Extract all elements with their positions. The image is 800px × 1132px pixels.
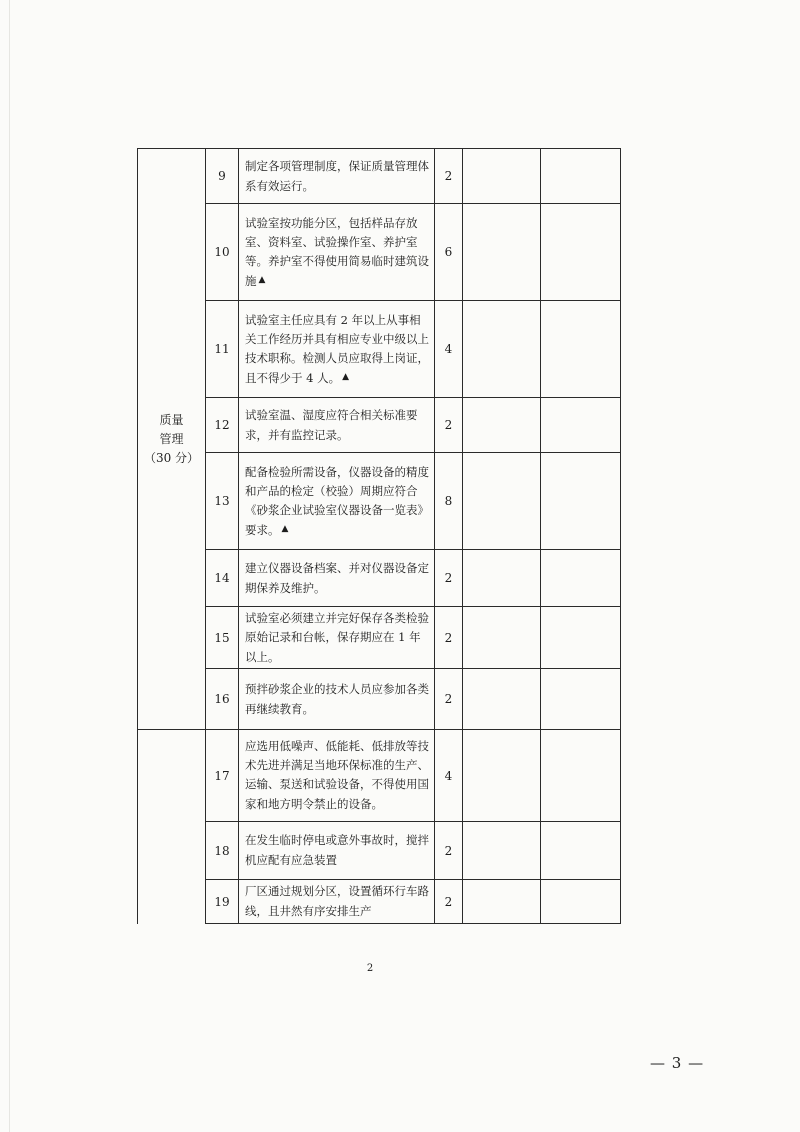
item-number: 10	[206, 204, 239, 301]
item-number: 11	[206, 301, 239, 398]
blank-cell	[541, 550, 621, 607]
item-description: 建立仪器设备档案、并对仪器设备定期保养及维护。	[239, 550, 435, 607]
table-row	[138, 607, 621, 669]
item-number: 19	[206, 880, 239, 924]
item-score: 2	[435, 822, 463, 880]
category-name-line2: 管理	[159, 431, 184, 446]
blank-cell	[541, 730, 621, 822]
scoring-table	[137, 148, 621, 924]
item-score: 2	[435, 550, 463, 607]
blank-cell	[541, 607, 621, 669]
key-item-marker: ▲	[342, 371, 350, 382]
item-score: 2	[435, 149, 463, 204]
blank-cell	[463, 398, 541, 453]
item-score: 4	[435, 301, 463, 398]
blank-cell	[463, 880, 541, 924]
table-row	[138, 822, 621, 880]
item-description: 厂区通过规划分区，设置循环行车路线，且井然有序安排生产	[239, 880, 435, 924]
blank-cell	[463, 301, 541, 398]
blank-cell	[541, 822, 621, 880]
item-number: 18	[206, 822, 239, 880]
inner-page-number: 2	[366, 963, 374, 974]
item-score: 2	[435, 669, 463, 730]
table-row	[138, 301, 621, 398]
item-score: 2	[435, 880, 463, 924]
table-row	[138, 204, 621, 301]
category-score: （30 分）	[143, 450, 200, 465]
blank-cell	[541, 669, 621, 730]
blank-cell	[463, 149, 541, 204]
item-number: 13	[206, 453, 239, 550]
item-number: 12	[206, 398, 239, 453]
table-row	[138, 453, 621, 550]
item-score: 2	[435, 607, 463, 669]
item-number: 9	[206, 149, 239, 204]
item-description: 试验室主任应具有 2 年以上从事相关工作经历并具有相应专业中级以上技术职称。检测人员应取得上岗证，且不得少于 4 人。 ▲	[239, 301, 435, 398]
blank-cell	[541, 204, 621, 301]
item-number: 17	[206, 730, 239, 822]
blank-cell	[463, 453, 541, 550]
key-item-marker: ▲	[258, 274, 266, 285]
item-score: 4	[435, 730, 463, 822]
item-description: 试验室必须建立并完好保存各类检验原始记录和台帐，保存期应在 1 年以上。	[239, 607, 435, 669]
item-score: 8	[435, 453, 463, 550]
blank-cell	[463, 204, 541, 301]
blank-cell	[463, 607, 541, 669]
blank-cell	[463, 822, 541, 880]
blank-cell	[541, 453, 621, 550]
item-number: 14	[206, 550, 239, 607]
blank-cell	[463, 550, 541, 607]
item-description: 应选用低噪声、低能耗、低排放等技术先进并满足当地环保标准的生产、运输、泵送和试验设备，不得使用国家和地方明令禁止的设备。	[239, 730, 435, 822]
table-row	[138, 730, 621, 822]
item-description: 试验室按功能分区，包括样品存放室、资料室、试验操作室、养护室等。养护室不得使用简易临时建筑设施 ▲	[239, 204, 435, 301]
blank-cell	[463, 669, 541, 730]
item-description: 配备检验所需设备，仪器设备的精度和产品的检定（校验）周期应符合《砂浆企业试验室仪器设备一览表》要求。 ▲	[239, 453, 435, 550]
item-number: 15	[206, 607, 239, 669]
blank-cell	[541, 301, 621, 398]
blank-cell	[541, 149, 621, 204]
item-score: 2	[435, 398, 463, 453]
item-description: 制定各项管理制度，保证质量管理体系有效运行。	[239, 149, 435, 204]
blank-cell	[463, 730, 541, 822]
item-description: 在发生临时停电或意外事故时，搅拌机应配有应急装置	[239, 822, 435, 880]
table-row	[138, 880, 621, 924]
item-number: 16	[206, 669, 239, 730]
item-description: 试验室温、湿度应符合相关标准要求，并有监控记录。	[239, 398, 435, 453]
table-row	[138, 669, 621, 730]
item-score: 6	[435, 204, 463, 301]
table-row	[138, 149, 621, 204]
table-row	[138, 550, 621, 607]
table-row	[138, 398, 621, 453]
category-quality-management	[138, 149, 206, 730]
blank-cell	[541, 880, 621, 924]
page-number: — 3 —	[650, 1054, 705, 1072]
item-description: 预拌砂浆企业的技术人员应参加各类再继续教育。	[239, 669, 435, 730]
category-name-line1: 质量	[159, 412, 184, 427]
key-item-marker: ▲	[281, 523, 289, 534]
page-edge-line	[9, 0, 10, 1132]
blank-cell	[541, 398, 621, 453]
category-continued	[138, 730, 206, 924]
